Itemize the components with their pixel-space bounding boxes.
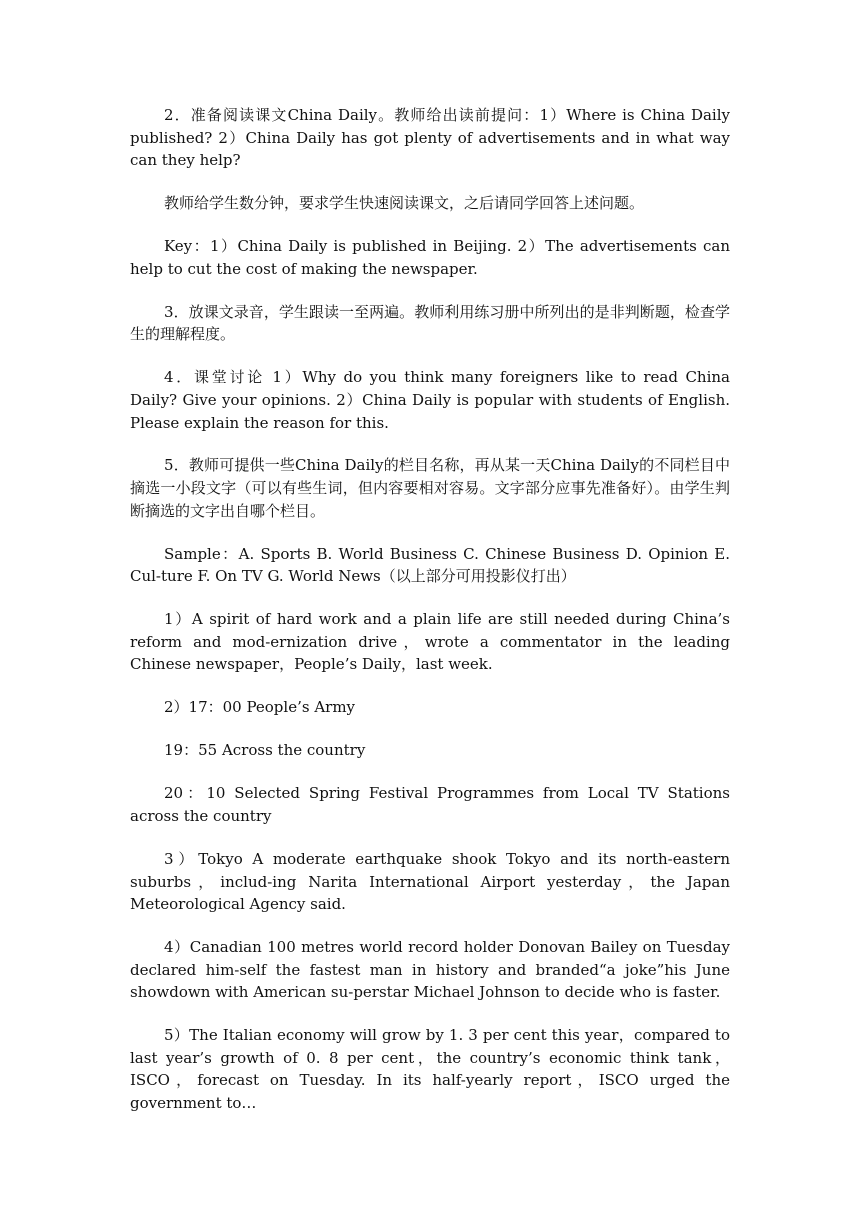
paragraph-step-5-columns: 5．教师可提供一些China Daily的栏目名称，再从某一天China Daily的不同栏目中摘选一小段文字（可以有些生词，但内容要相对容易。文字部分应事先准备好）。由学生判断摘选的文字出自哪个栏目。 xyxy=(130,456,730,520)
paragraph-step-2-reading: 2．准备阅读课文China Daily。教师给出读前提问：1）Where is China Daily published? 2）China Daily has got plenty of advertisements and in what way can they help? xyxy=(130,106,730,170)
paragraph-excerpt-2-line-3: 20：10 Selected Spring Festival Programmes from Local TV Stations across the country xyxy=(130,784,730,825)
document-body xyxy=(130,104,730,1135)
paragraph-excerpt-5: 5）The Italian economy will grow by 1. 3 per cent this year，compared to last year’s growth of 0. 8 per cent，the country’s economic think tank，ISCO，forecast on Tuesday. In its half-yearly report，ISCO urged the government to… xyxy=(130,1026,730,1113)
paragraph-excerpt-1: 1）A spirit of hard work and a plain life are still needed during China’s reform and mod-ernization drive，wrote a commentator in the leading Chinese newspaper，People’s Daily，last week. xyxy=(130,610,730,674)
paragraph-fast-reading: 教师给学生数分钟，要求学生快速阅读课文，之后请同学回答上述问题。 xyxy=(164,194,645,213)
paragraph-excerpt-4: 4）Canadian 100 metres world record holder Donovan Bailey on Tuesday declared him-self the fastest man in history and branded“a joke”his June showdown with American su-perstar Michael Johnson to decide who is faster. xyxy=(130,938,730,1002)
paragraph-excerpt-3: 3）Tokyo A moderate earthquake shook Tokyo and its north-eastern suburbs，includ-ing Narita International Airport yesterday，the Japan Meteorological Agency said. xyxy=(130,849,730,914)
paragraph-excerpt-2-line-1: 2）17：00 People’s Army xyxy=(164,698,356,717)
paragraph-step-4-discussion: 4．课堂讨论 1）Why do you think many foreigners like to read China Daily? Give your opinions. 2）China Daily is popular with students of English. Please explain the reason for this. xyxy=(130,368,730,432)
paragraph-excerpt-2-line-2: 19：55 Across the country xyxy=(164,741,366,760)
paragraph-sample: Sample：A. Sports B. World Business C. Chinese Business D. Opinion E. Cul-ture F. On TV G. World News（以上部分可用投影仪打出） xyxy=(130,544,730,586)
paragraph-key: Key：1）China Daily is published in Beijing. 2）The advertisements can help to cut the cost of making the newspaper. xyxy=(130,237,730,278)
paragraph-step-3-listening: 3．放课文录音，学生跟读一至两遍。教师利用练习册中所列出的是非判断题，检查学生的理解程度。 xyxy=(130,302,730,344)
